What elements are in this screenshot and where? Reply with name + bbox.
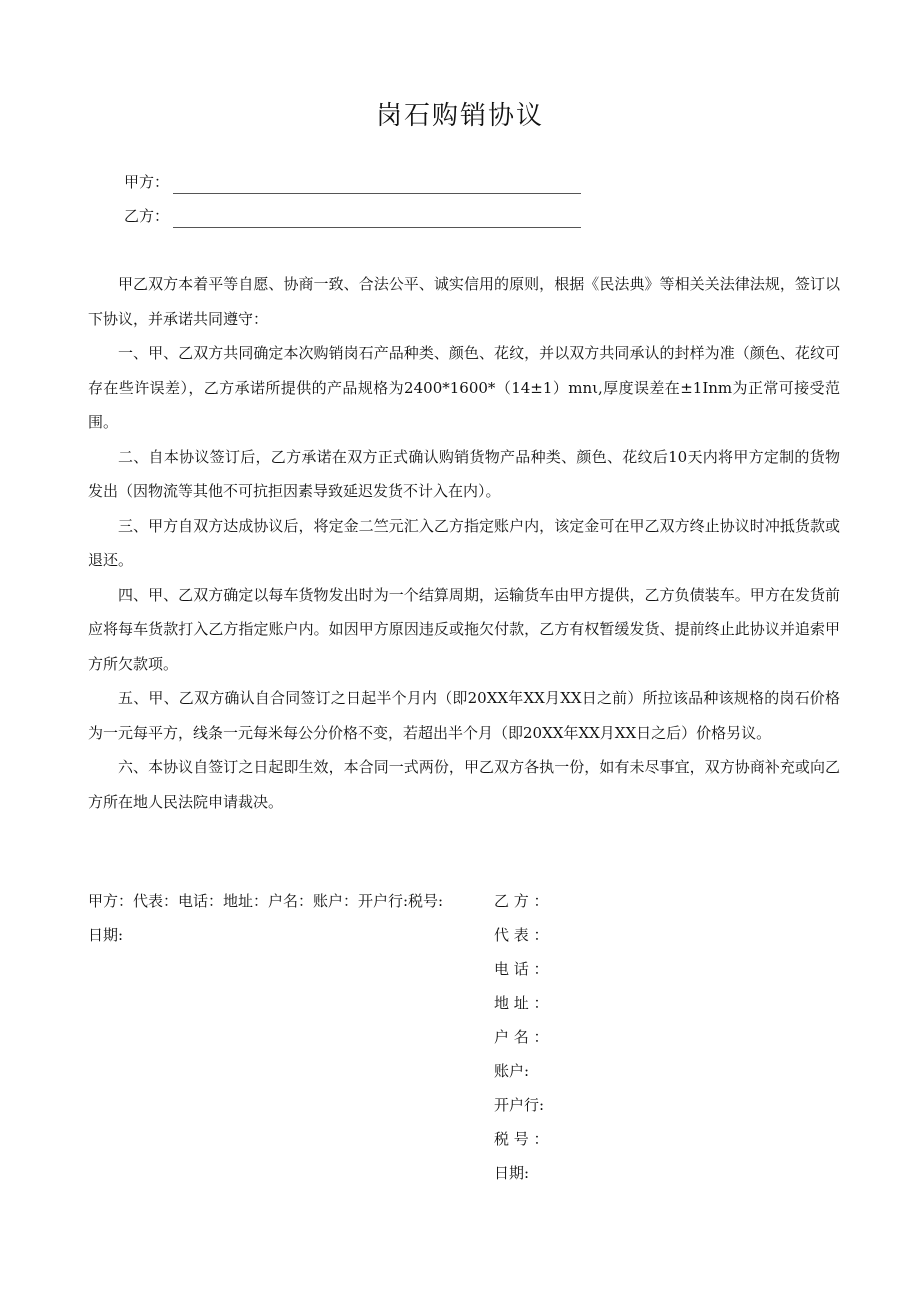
party-b-signature-block xyxy=(494,884,549,1190)
intro-paragraph: 甲乙双方本着平等自愿、协商一致、合法公平、诚实信用的原则，根据《民法典》等相关关法律法规，签订以下协议，并承诺共同遵守： xyxy=(88,275,840,328)
clause-5: 五、甲、乙双方确认自合同签订之日起半个月内（即20XX年XX月XX日之前）所拉该品种该规格的岗石价格为一元每平方，线条一元每米每公分价格不变，若超出半个月（即20XX年XX月XX日之后）价格另议。 xyxy=(88,689,840,742)
party-b-phone-field: 电 话 ： xyxy=(494,960,549,978)
party-b-bank-field: 开户行: xyxy=(494,1096,545,1114)
party-b-name-field: 乙 方 ： xyxy=(494,892,549,910)
clause-2: 二、自本协议签订后，乙方承诺在双方正式确认购销货物产品种类、颜色、花纹后10天内将甲方定制的货物发出（因物流等其他不可抗拒因素导致延迟发货不计入在内）。 xyxy=(88,447,840,500)
document-title: 岗石购销协议 xyxy=(375,101,544,131)
party-b-line xyxy=(124,204,581,228)
clause-6: 六、本协议自签订之日起即生效，本合同一式两份，甲乙双方各执一份，如有未尽事宜，双方协商补充或向乙方所在地人民法院申请裁决。 xyxy=(88,758,840,811)
party-b-account-name-field: 户 名 ： xyxy=(494,1028,549,1046)
party-b-tax-id-field: 税 号 ： xyxy=(494,1130,549,1148)
party-a-label: 甲方： xyxy=(124,173,170,191)
party-b-blank[interactable] xyxy=(173,211,581,228)
party-a-blank[interactable] xyxy=(173,177,581,194)
party-b-address-field: 地 址 ： xyxy=(494,994,549,1012)
party-a-fields: 甲方：代表：电话：地址：户名：账户：开户行:税号: xyxy=(88,892,444,910)
clause-3: 三、甲方自双方达成协议后，将定金二竺元汇入乙方指定账户内，该定金可在甲乙双方终止协议时冲抵货款或退还。 xyxy=(88,516,840,569)
party-a-line xyxy=(124,170,581,194)
clause-1: 一、甲、乙双方共同确定本次购销岗石产品种类、颜色、花纹，并以双方共同承认的封样为准（颜色、花纹可存在些许误差），乙方承诺所提供的产品规格为2400*1600*（14±1）mnι,厚度误差在±1Inm为正常可接受范围。 xyxy=(88,344,840,431)
party-b-representative-field: 代 表 ： xyxy=(494,926,549,944)
party-a-date: 日期: xyxy=(88,926,124,944)
party-b-label: 乙方： xyxy=(124,207,170,225)
party-b-account-field: 账户: xyxy=(494,1062,530,1080)
clause-4: 四、甲、乙双方确定以每车货物发出时为一个结算周期，运输货车由甲方提供，乙方负债装车。甲方在发货前应将每车货款打入乙方指定账户内。如因甲方原因违反或拖欠付款，乙方有权暂缓发货、提前终止此协议并追索甲方所欠款项。 xyxy=(88,585,840,673)
agreement-body xyxy=(88,267,840,819)
party-a-signature-block xyxy=(88,884,443,952)
party-b-date-field: 日期: xyxy=(494,1164,530,1182)
